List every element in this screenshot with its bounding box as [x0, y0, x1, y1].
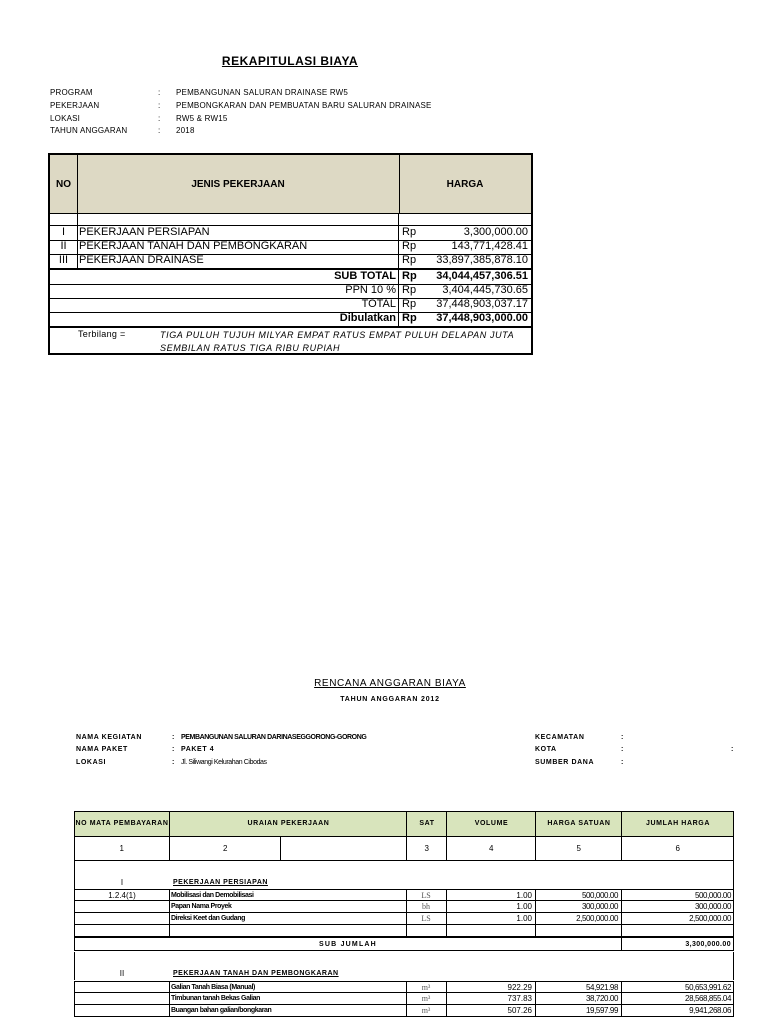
- terbilang-label: Terbilang =: [78, 329, 126, 339]
- rekap-table: [48, 153, 533, 355]
- header-harga: HARGA: [446, 178, 484, 190]
- section-row: I PEKERJAAN PERSIAPAN: [74, 877, 734, 889]
- table-row: I PEKERJAAN PERSIAPAN Rp 3,300,000.00: [50, 226, 531, 241]
- dibulatkan-row: Dibulatkan Rp 37,448,903,000.00: [50, 312, 531, 328]
- page-title: REKAPITULASI BIAYA: [221, 54, 359, 68]
- table-row: Galian Tanah Biasa (Manual) m³ 922.29 54,921.98 50,653,991.62: [74, 981, 734, 993]
- spacer-row: [74, 952, 734, 968]
- subtotal-row: SUB TOTAL Rp 34,044,457,306.51: [50, 270, 531, 285]
- column-number-row: 1 2 3 4 5 6: [74, 837, 734, 861]
- header-uraian: URAIAN PEKERJAAN: [169, 812, 407, 836]
- table-row-empty: [50, 213, 531, 226]
- rab-title: RENCANA ANGGARAN BIAYA: [314, 678, 466, 689]
- header-volume: VOLUME: [446, 812, 536, 836]
- table-row: Buangan bahan galian/bongkaran m³ 507.26 19,597.99 9,941,268.06: [74, 1005, 734, 1017]
- rekap-header: [50, 155, 531, 214]
- total-row: TOTAL Rp 37,448,903,037.17: [50, 298, 531, 313]
- rab-header: [74, 811, 734, 837]
- table-row: Direksi Keet dan Gudang LS 1.00 2,500,000.00 2,500,000.00: [74, 913, 734, 925]
- spacer-row: [74, 861, 734, 877]
- rab-subtitle: TAHUN ANGGARAN 2012: [340, 696, 440, 703]
- table-row: Papan Nama Proyek bh 1.00 300,000.00 300,000.00: [74, 901, 734, 913]
- terbilang-value: TIGA PULUH TUJUH MILYAR EMPAT RATUS EMPAT PULUH DELAPAN JUTA SEMBILAN RATUS TIGA RIBU RUPIAH: [160, 330, 514, 353]
- section-row: II PEKERJAAN TANAH DAN PEMBONGKARAN: [74, 968, 734, 980]
- header-jumlah-harga: JUMLAH HARGA: [621, 812, 734, 836]
- subtotal-row: SUB JUMLAH 3,300,000.00: [74, 937, 734, 951]
- header-no: NO: [50, 155, 78, 213]
- table-row: II PEKERJAAN TANAH DAN PEMBONGKARAN Rp 143,771,428.41: [50, 240, 531, 255]
- header-jenis-pekerjaan: JENIS PEKERJAAN: [77, 155, 400, 213]
- table-row: III PEKERJAAN DRAINASE Rp 33,897,385,878.10: [50, 254, 531, 270]
- ppn-row: PPN 10 % Rp 3,404,445,730.65: [50, 284, 531, 299]
- table-row: 1.2.4(1) Mobilisasi dan Demobilisasi LS 1.00 500,000.00 500,000.00: [74, 889, 734, 901]
- header-sat: SAT: [406, 812, 447, 836]
- table-row-empty: [74, 925, 734, 937]
- table-row: Timbunan tanah Bekas Galian m³ 737.83 38,720.00 28,568,855.04: [74, 993, 734, 1005]
- header-harga-satuan: HARGA SATUAN: [535, 812, 622, 836]
- header-no-mata-pembayaran: NO MATA PEMBAYARAN: [75, 820, 169, 827]
